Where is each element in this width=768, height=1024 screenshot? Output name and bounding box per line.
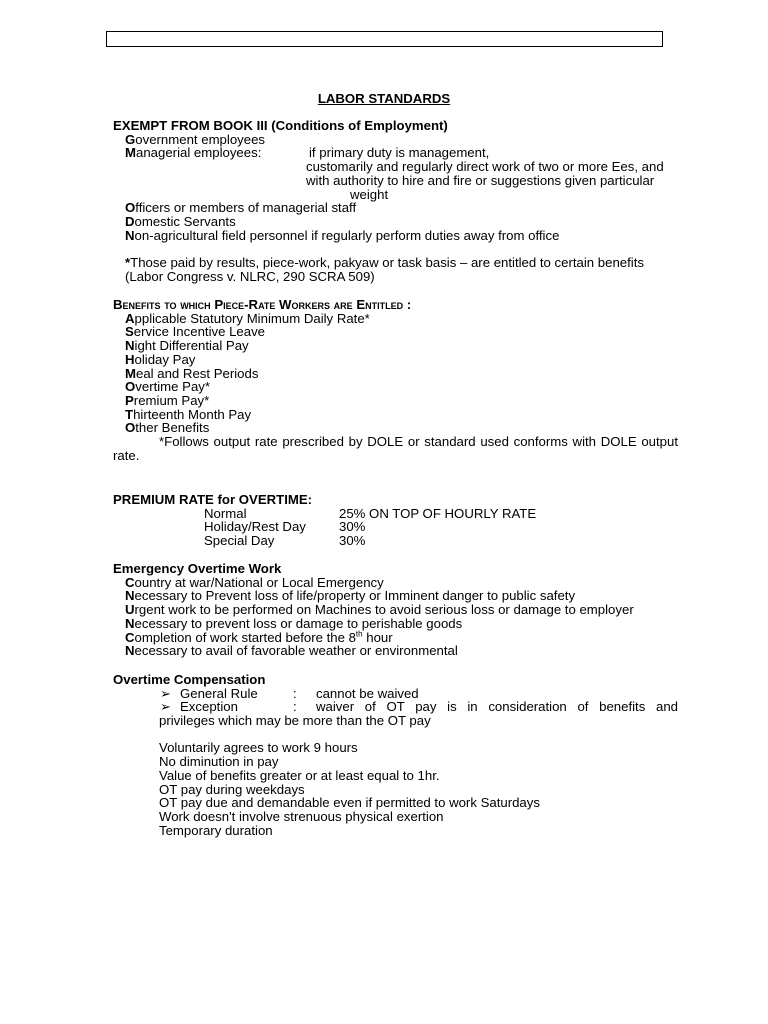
condition-item: Value of benefits greater or at least equal to 1hr.: [159, 767, 440, 783]
exempt-item: Officers or members of managerial staff: [125, 200, 357, 216]
benefits-heading: Benefits to which Piece-Rate Workers are Entitled :: [113, 297, 412, 312]
benefit-item: Overtime Pay*: [125, 379, 211, 395]
exempt-heading: EXEMPT FROM BOOK III (Conditions of Employment): [113, 118, 448, 133]
managerial-desc: customarily and regularly direct work of two or more Ees, and: [306, 159, 664, 175]
arrow-bullet-icon: ➢: [160, 685, 172, 701]
benefit-item: Other Benefits: [125, 420, 210, 436]
condition-item: OT pay during weekdays: [159, 781, 305, 797]
premium-row: Holiday/Rest Day 30%: [204, 519, 366, 535]
condition-item: Voluntarily agrees to work 9 hours: [159, 740, 358, 756]
emergency-item: Urgent work to be performed on Machines to avoid serious loss or damage to employer: [125, 602, 634, 618]
overtime-heading: Overtime Compensation: [113, 672, 266, 687]
benefit-item: Premium Pay*: [125, 392, 210, 408]
benefit-item: Night Differential Pay: [125, 338, 249, 354]
benefit-item: Thirteenth Month Pay: [125, 406, 252, 422]
emergency-heading: Emergency Overtime Work: [113, 561, 282, 576]
emergency-item: Completion of work started before the 8th hour: [125, 629, 393, 645]
premium-row: Normal 25% ON TOP OF HOURLY RATE: [204, 505, 537, 521]
exempt-item: Domestic Servants: [125, 213, 236, 229]
emergency-item: Country at war/National or Local Emergency: [125, 574, 384, 590]
premium-heading: PREMIUM RATE for OVERTIME:: [113, 492, 313, 507]
exempt-item: Government employees: [125, 131, 266, 147]
managerial-row: Managerial employees: if primary duty is management,: [125, 145, 490, 161]
exception-cont: privileges which may be more than the OT pay: [159, 713, 431, 729]
premium-row: Special Day 30%: [204, 533, 366, 549]
exempt-section: [113, 119, 678, 283]
overtime-section: [113, 673, 678, 837]
condition-item: Temporary duration: [159, 822, 273, 838]
premium-section: [113, 493, 678, 548]
benefits-section: [113, 298, 678, 462]
benefit-item: Holiday Pay: [125, 351, 196, 367]
header-box: [106, 31, 663, 47]
exempt-item: Non-agricultural field personnel if regularly perform duties away from office: [125, 227, 560, 243]
condition-item: Work doesn't involve strenuous physical exertion: [159, 809, 444, 824]
emergency-section: [113, 562, 678, 658]
arrow-bullet-icon: ➢: [160, 699, 172, 715]
emergency-item: Necessary to Prevent loss of life/property or Imminent danger to public safety: [125, 588, 576, 604]
condition-item: No diminution in pay: [159, 754, 279, 770]
conditions-list: [113, 741, 678, 837]
exempt-note-citation: (Labor Congress v. NLRC, 290 SCRA 509): [125, 268, 375, 284]
emergency-item: Necessary to prevent loss or damage to perishable goods: [125, 615, 463, 631]
benefit-item: Applicable Statutory Minimum Daily Rate*: [125, 310, 370, 326]
emergency-item: Necessary to avail of favorable weather or environmental: [125, 643, 458, 659]
benefits-footnote: *Follows output rate prescribed by DOLE or standard used conforms with DOLE output rate.: [113, 434, 678, 463]
managerial-desc: weight: [350, 186, 389, 202]
managerial-desc: with authority to hire and fire or suggestions given particular: [306, 172, 655, 188]
condition-item: OT pay due and demandable even if permitted to work Saturdays: [159, 795, 540, 811]
benefit-item: Meal and Rest Periods: [125, 365, 259, 381]
exception-row: ➢ Exception : waiver of OT pay is in consideration of benefits and: [160, 699, 678, 715]
exempt-note: *Those paid by results, piece-work, pakyaw or task basis – are entitled to certain benefits: [125, 255, 644, 271]
benefit-item: Service Incentive Leave: [125, 324, 266, 340]
general-rule-row: ➢ General Rule : cannot be waived: [160, 685, 419, 701]
page-title: LABOR STANDARDS: [317, 91, 451, 106]
